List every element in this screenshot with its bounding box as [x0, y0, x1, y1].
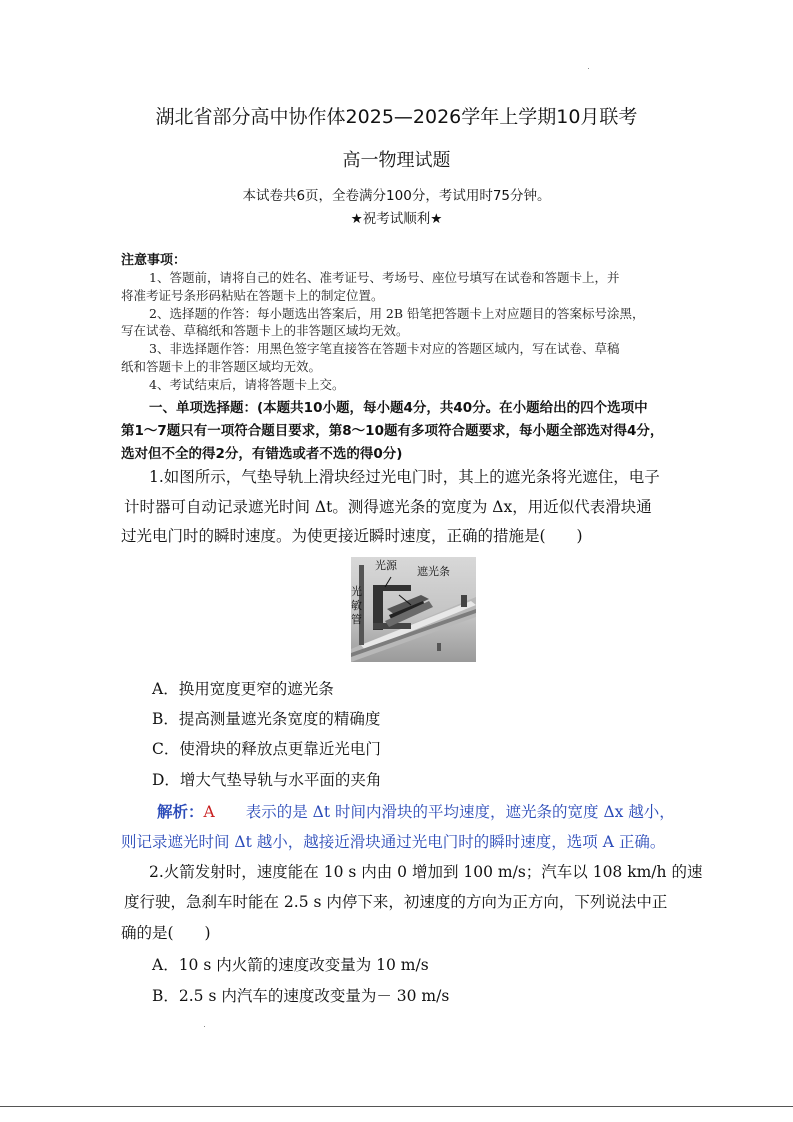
note-line: 3、非选择题作答：用黑色签字笔直接答在答题卡对应的答题区域内，写在试卷、草稿	[149, 341, 620, 356]
notes-title: 注意事项：	[121, 253, 187, 268]
note-line: 纸和答题卡上的非答题区域均无效。	[121, 359, 322, 374]
question-1-analysis	[157, 800, 675, 822]
analysis-text: 则记录遮光时间 Δt 越小，越接近滑块通过光电门时的瞬时速度，选项 A 正确。	[121, 833, 666, 851]
photogate-figure	[351, 557, 476, 662]
exam-info: 本试卷共6页，全卷满分100分，考试用时75分钟。	[242, 188, 551, 204]
question-2-text: 2.火箭发射时，速度能在 10 s 内由 0 增加到 100 m/s；汽车以 108 km/h 的速	[149, 863, 703, 881]
analysis-label: 解析：	[157, 802, 204, 821]
question-1-text: 过光电门时的瞬时速度。为使更接近瞬时速度，正确的措施是( )	[121, 527, 583, 545]
note-line: 将准考证号条形码粘贴在答题卡上的制定位置。	[121, 288, 384, 303]
question-1-option-c: C．使滑块的释放点更靠近光电门	[152, 740, 381, 758]
analysis-text: 表示的是 Δt 时间内滑块的平均速度，遮光条的宽度 Δx 越小，	[245, 803, 675, 821]
note-line: 4、考试结束后，请将答题卡上交。	[149, 377, 345, 392]
figure-label-sensor: 管	[351, 613, 362, 626]
question-1-option-a: A．换用宽度更窄的遮光条	[152, 680, 334, 698]
question-1-option-b: B．提高测量遮光条宽度的精确度	[152, 710, 381, 728]
question-2-option-a: A．10 s 内火箭的速度改变量为 10 m/s	[152, 956, 429, 974]
note-line: 2、选择题的作答：每小题选出答案后，用 2B 铅笔把答题卡上对应题目的答案标号涂黑，	[149, 306, 645, 321]
photogate-illustration	[351, 557, 476, 662]
note-line: 写在试卷、草稿纸和答题卡上的非答题区域均无效。	[121, 323, 409, 338]
exam-wish: ★祝考试顺利★	[350, 211, 443, 227]
page-speck	[204, 1026, 205, 1027]
section-heading: 第1～7题只有一项符合题目要求，第8～10题有多项符合题要求，每小题全部选对得4分，	[121, 423, 664, 439]
exam-title: 湖北省部分高中协作体2025—2026学年上学期10月联考	[155, 106, 638, 128]
question-1-text: 计时器可自动记录遮光时间 Δt。测得遮光条的宽度为 Δx，用近似代表滑块通	[124, 498, 652, 516]
section-heading: 一、单项选择题：(本题共10小题，每小题4分，共40分。在小题给出的四个选项中	[149, 400, 648, 416]
figure-label-shade-strip: 遮光条	[417, 565, 450, 578]
question-2-option-b: B．2.5 s 内汽车的速度改变量为－ 30 m/s	[152, 987, 450, 1005]
question-2-text: 确的是( )	[121, 924, 211, 942]
exam-subtitle: 高一物理试题	[342, 150, 451, 171]
figure-label-sensor: 敏	[351, 599, 362, 612]
question-1-option-d: D．增大气垫导轨与水平面的夹角	[152, 771, 382, 789]
section-heading: 选对但不全的得2分，有错选或者不选的得0分)	[121, 446, 403, 462]
figure-label-sensor: 光	[351, 585, 362, 598]
note-line: 1、答题前，请将自己的姓名、准考证号、考场号、座位号填写在试卷和答题卡上，并	[149, 270, 620, 285]
analysis-answer: A	[203, 803, 215, 821]
page-speck	[588, 68, 589, 69]
figure-label-light-source: 光源	[375, 559, 397, 572]
question-1-text: 1.如图所示，气垫导轨上滑块经过光电门时，其上的遮光条将光遮住，电子	[149, 468, 660, 486]
page-bottom-rule	[0, 1106, 793, 1107]
question-2-text: 度行驶，急刹车时能在 2.5 s 内停下来，初速度的方向为正方向，下列说法中正	[124, 893, 668, 911]
